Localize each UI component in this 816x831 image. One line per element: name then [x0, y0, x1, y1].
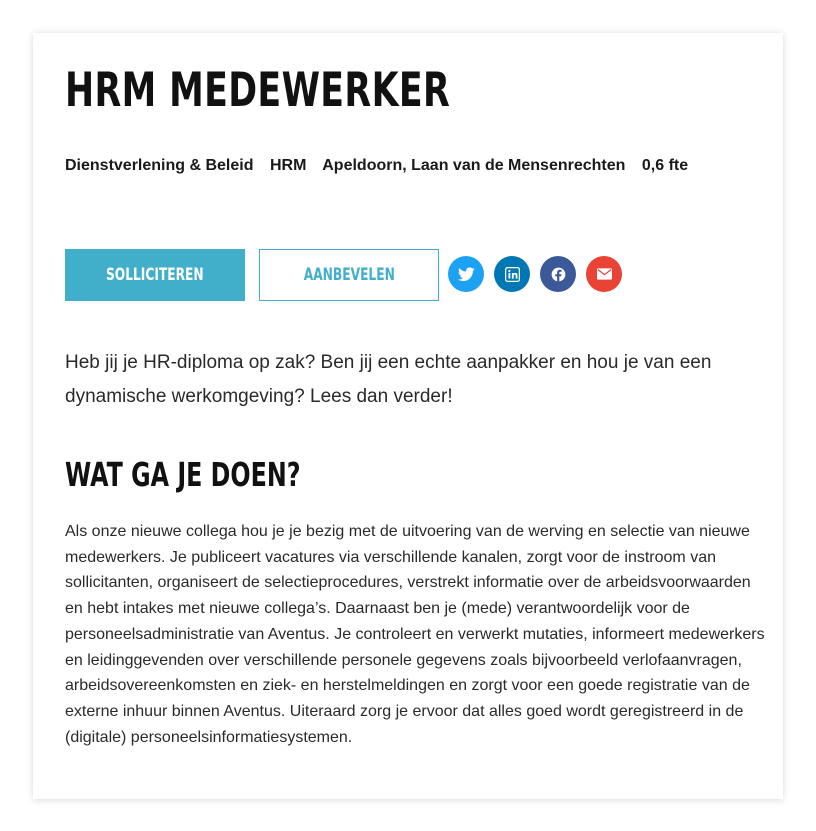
intro-text: Heb jij je HR-diploma op zak? Ben jij een echte aanpakker en hou je van een dynamische werkomgeving? Lees dan verder!: [65, 352, 712, 407]
linkedin-icon: [505, 267, 520, 282]
job-location: Apeldoorn, Laan van de Mensenrechten: [322, 157, 626, 174]
share-linkedin-button[interactable]: [494, 256, 530, 292]
section-body: Als onze nieuwe collega hou je je bezig met de uitvoering van de werving en selectie van nieuwe medewerkers. Je publiceert vacatures via verschillende kanalen, zorgt voor de instroom van sollicitanten, organiseert de selectieprocedures, verstrekt informatie over de arbeidsvoorwaarden en hebt intakes met nieuwe collega’s. Daarnaast ben je (mede) verantwoordelijk voor de personeelsadministratie van Aventus. Je controleert en verwerkt mutaties, informeert medewerkers en leidinggevenden over verschillende personele gegevens zoals bijvoorbeeld verlofaanvragen, arbeidsovereenkomsten en ziek- en herstelmeldingen en zorgt voor een goede registratie van de externe inhuur binnen Aventus. Uiteraard zorg je ervoor dat alles goed wordt geregistreerd in de (digitale) personeelsinformatiesystemen.: [65, 523, 765, 746]
recommend-button[interactable]: [259, 249, 439, 301]
share-twitter-button[interactable]: [448, 256, 484, 292]
share-facebook-button[interactable]: [540, 256, 576, 292]
twitter-icon: [458, 267, 475, 282]
job-meta: [65, 155, 688, 177]
job-title: HRM MEDEWERKER: [65, 63, 451, 118]
job-department: Dienstverlening & Beleid: [65, 157, 254, 174]
apply-button-label: SOLLICITEREN: [106, 265, 204, 285]
job-card: [33, 33, 783, 799]
section-heading: WAT GA JE DOEN?: [65, 455, 301, 494]
share-email-button[interactable]: [586, 256, 622, 292]
apply-button[interactable]: [65, 249, 245, 301]
recommend-button-label: AANBEVELEN: [303, 265, 395, 285]
email-icon: [597, 268, 612, 280]
job-team: HRM: [269, 157, 307, 174]
facebook-icon: [551, 267, 566, 282]
job-fte: 0,6 fte: [641, 157, 689, 174]
